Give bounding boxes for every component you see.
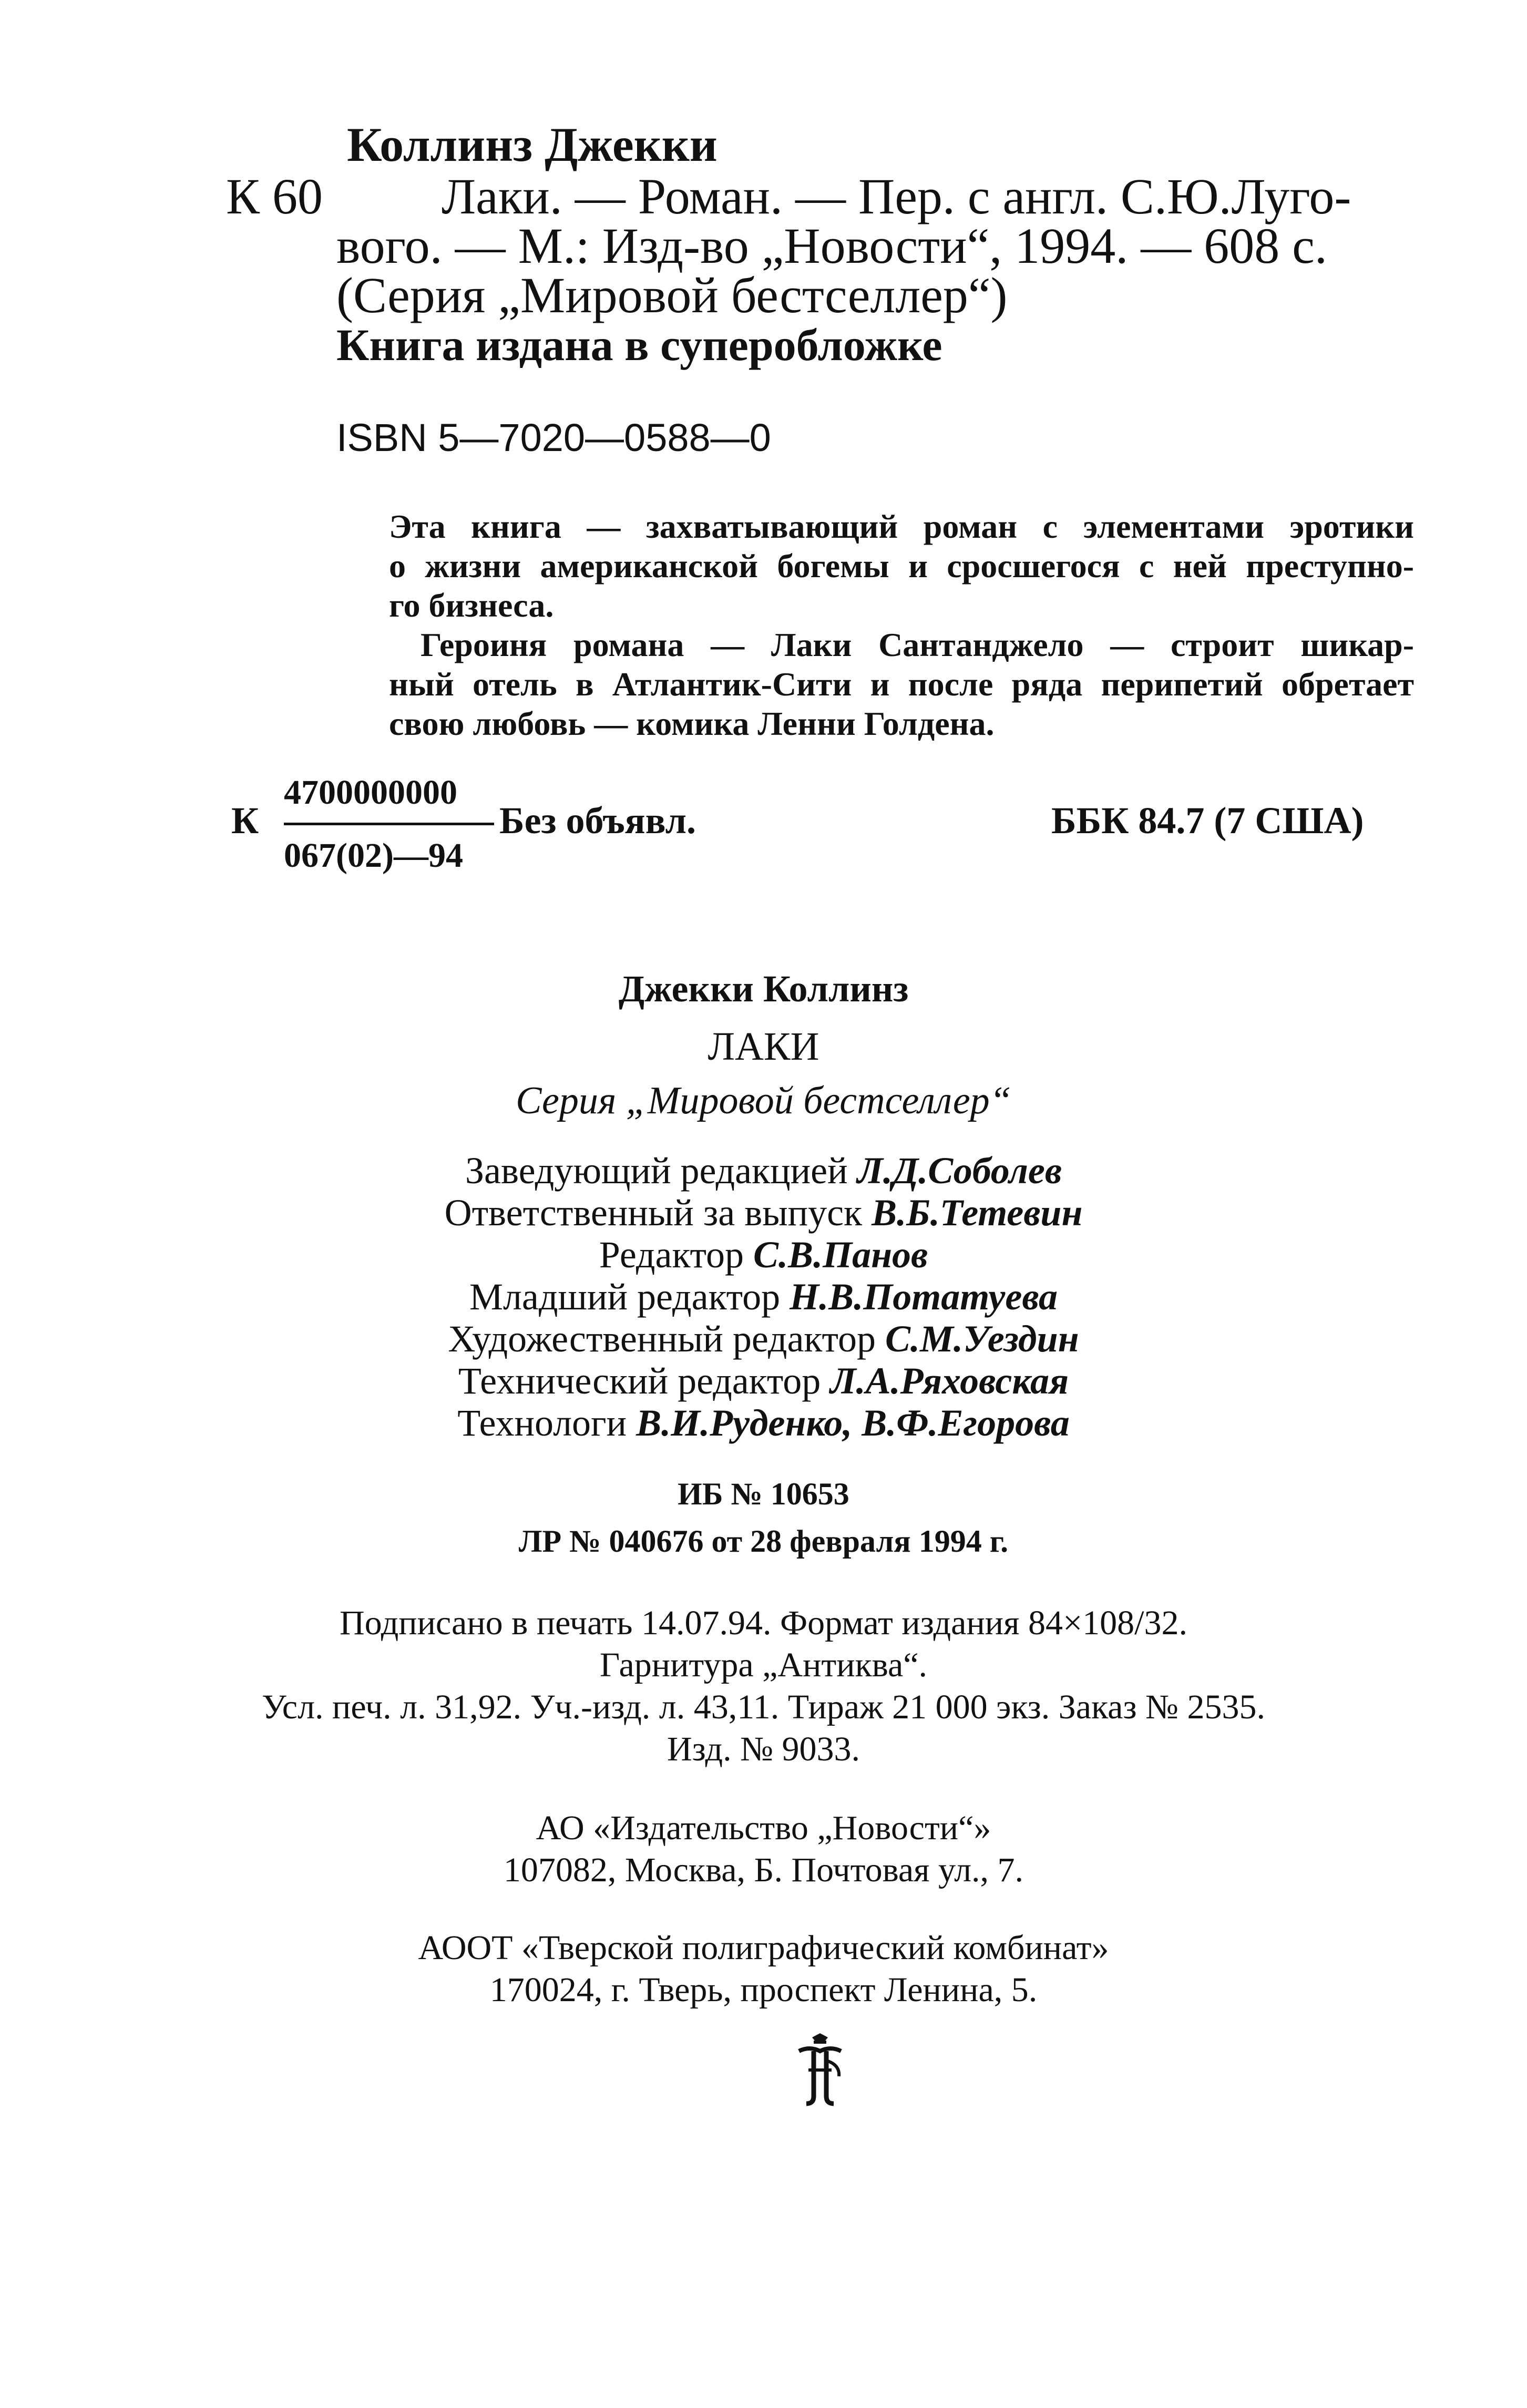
isbn: ISBN 5—7020—0588—0 bbox=[336, 416, 771, 459]
publisher-name: АО «Издательство „Новости“» bbox=[536, 1809, 991, 1847]
lr-license: ЛР № 040676 от 28 февраля 1994 г. bbox=[518, 1524, 1009, 1559]
annotation-line: го бизнеса. bbox=[389, 587, 554, 624]
ib-number: ИБ № 10653 bbox=[678, 1477, 849, 1511]
staff-line: Технологи В.И.Руденко, В.Ф.Егорова bbox=[457, 1402, 1070, 1444]
colophon-title: ЛАКИ bbox=[708, 1024, 819, 1069]
annotation-line: о жизни американской богемы и сросшегося с ней преступно- bbox=[389, 547, 1414, 585]
colophon-author: Джекки Коллинз bbox=[618, 968, 909, 1010]
annotation-line: ный отель в Атлантик-Сити и после ряда перипетий обретает bbox=[389, 665, 1414, 703]
print-info-line: Гарнитура „Антиква“. bbox=[599, 1646, 928, 1684]
no-announce: Без объявл. bbox=[499, 800, 696, 842]
staff-line: Редактор С.В.Панов bbox=[599, 1234, 928, 1276]
bbk-code: ББК 84.7 (7 США) bbox=[1051, 800, 1364, 842]
annotation-line: свою любовь — комика Ленни Голдена. bbox=[389, 705, 995, 742]
colophon-series: Серия „Мировой бестселлер“ bbox=[516, 1079, 1011, 1122]
annotation-line: Героиня романа — Лаки Сантанджело — строит шикар- bbox=[421, 626, 1414, 663]
bib-line-2: вого. — М.: Изд-во „Новости“, 1994. — 608 с. bbox=[336, 218, 1327, 274]
print-info-line: Усл. печ. л. 31,92. Уч.-изд. л. 43,11. Тираж 21 000 экз. Заказ № 2535. bbox=[261, 1688, 1266, 1726]
k-letter: К bbox=[231, 800, 259, 842]
staff-line: Заведующий редакцией Л.Д.Соболев bbox=[465, 1150, 1062, 1192]
staff-line: Младший редактор Н.В.Потатуева bbox=[469, 1276, 1058, 1318]
staff-line: Ответственный за выпуск В.Б.Тетевин bbox=[444, 1192, 1083, 1234]
fraction-line bbox=[284, 823, 494, 825]
bib-line-1: Лаки. — Роман. — Пер. с англ. С.Ю.Луго- bbox=[442, 168, 1351, 224]
staff-line: Художественный редактор С.М.Уездин bbox=[448, 1318, 1079, 1360]
staff-line: Технический редактор Л.А.Ряховская bbox=[458, 1360, 1069, 1402]
printer-emblem-icon bbox=[788, 2033, 852, 2107]
call-code: К 60 bbox=[226, 168, 323, 224]
printer-name: АООТ «Тверской полиграфический комбинат» bbox=[418, 1929, 1109, 1967]
bib-line-3: (Серия „Мировой бестселлер“) bbox=[336, 267, 1008, 323]
annotation-line: Эта книга — захватывающий роман с элементами эротики bbox=[389, 508, 1414, 545]
printer-address: 170024, г. Тверь, проспект Ленина, 5. bbox=[489, 1971, 1038, 2009]
index-denominator: 067(02)—94 bbox=[284, 836, 463, 875]
index-numerator: 4700000000 bbox=[284, 773, 457, 812]
publisher-address: 107082, Москва, Б. Почтовая ул., 7. bbox=[503, 1851, 1024, 1889]
print-info-line: Подписано в печать 14.07.94. Формат издания 84×108/32. bbox=[339, 1604, 1188, 1642]
author-heading: Коллинз Джекки bbox=[347, 118, 718, 171]
bib-line-4: Книга издана в суперобложке bbox=[336, 320, 942, 370]
print-info-line: Изд. № 9033. bbox=[667, 1730, 860, 1768]
